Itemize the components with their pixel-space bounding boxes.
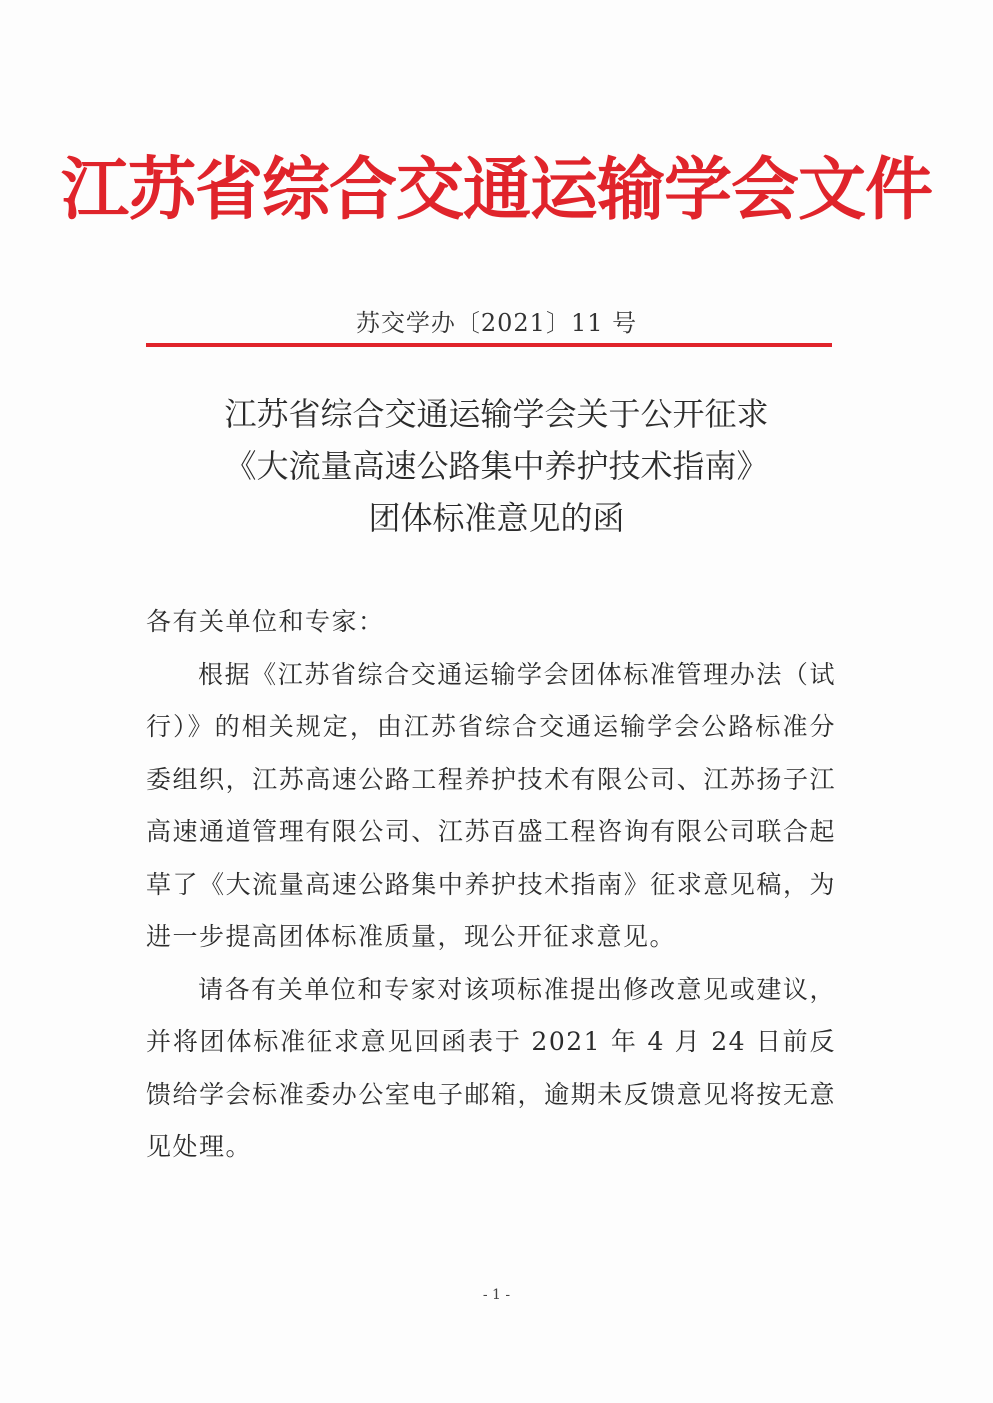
- body-paragraph-1: 根据《江苏省综合交通运输学会团体标准管理办法（试行）》的相关规定，由江苏省综合交通运输学会公路标准分委组织，江苏高速公路工程养护技术有限公司、江苏扬子江高速通道管理有限公司、江苏百盛工程咨询有限公司联合起草了《大流量高速公路集中养护技术指南》征求意见稿，为进一步提高团体标准质量，现公开征求意见。: [146, 659, 836, 951]
- document-number: 苏交学办〔2021〕11 号: [355, 309, 638, 337]
- subject-line-1: 江苏省综合交通运输学会关于公开征求: [224, 395, 769, 433]
- subject-line-3: 团体标准意见的函: [368, 499, 625, 537]
- subject-line-2: 《大流量高速公路集中养护技术指南》: [224, 447, 769, 485]
- salutation: 各有关单位和专家：: [146, 607, 385, 636]
- document-subject: [0, 388, 993, 544]
- page-number: - 1 -: [482, 1287, 511, 1303]
- document-header-title: 江苏省综合交通运输学会文件: [60, 150, 932, 230]
- red-divider-line: [146, 343, 832, 347]
- document-body: [146, 596, 836, 1174]
- body-paragraph-2: 请各有关单位和专家对该项标准提出修改意见或建议，并将团体标准征求意见回函表于 2021 年 4 月 24 日前反馈给学会标准委办公室电子邮箱，逾期未反馈意见将按无意见处理。: [146, 974, 836, 1161]
